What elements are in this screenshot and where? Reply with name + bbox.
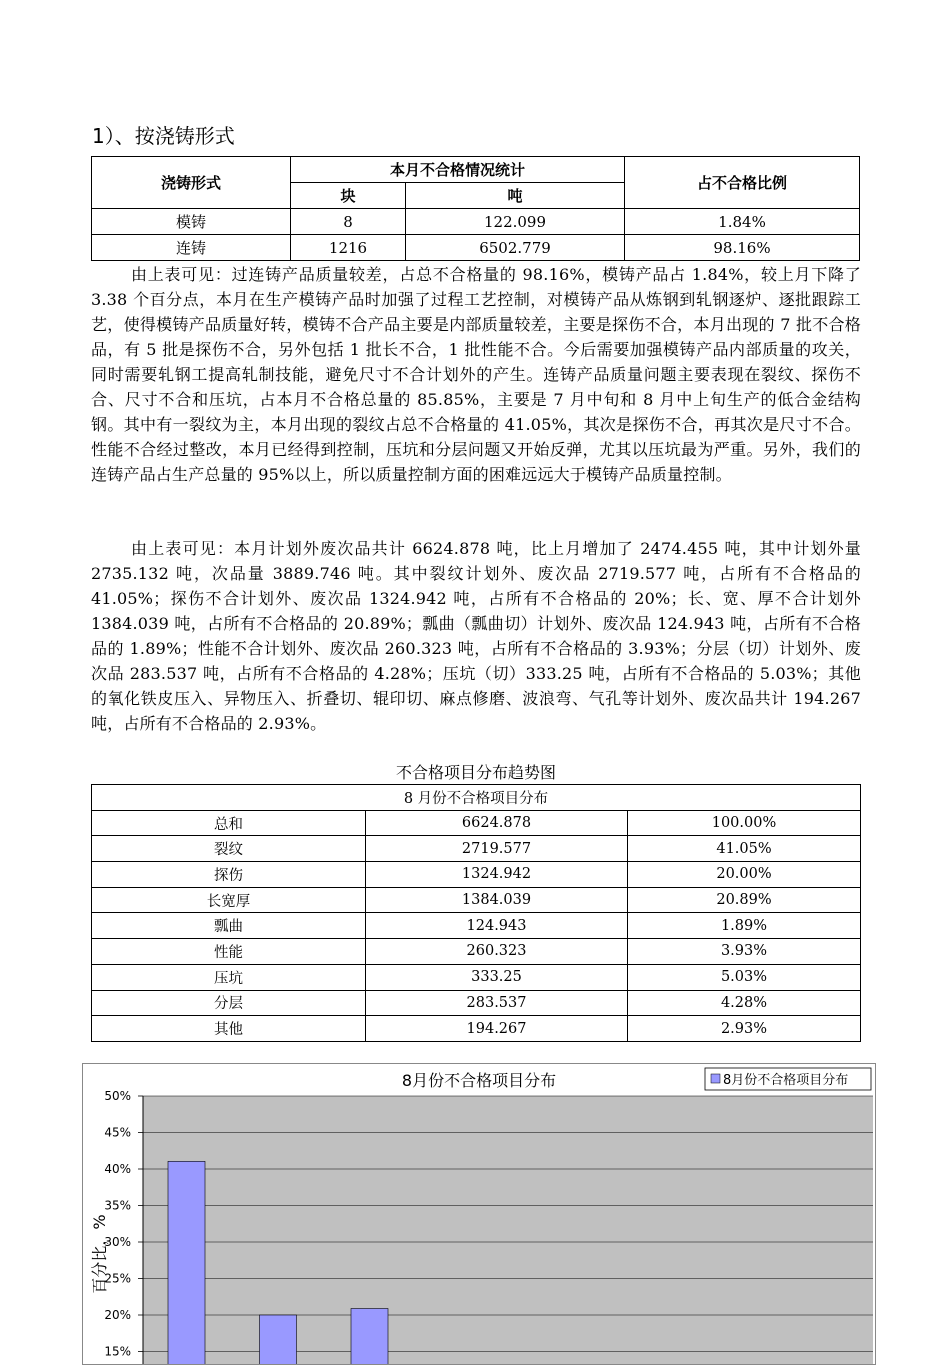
cell-tons: 283.537: [366, 990, 628, 1016]
cell-tons: 1324.942: [366, 862, 628, 888]
cell-item: 性能: [92, 939, 366, 965]
cell-blocks: 8: [291, 209, 406, 235]
y-tick-label: 45%: [104, 1125, 131, 1140]
casting-form-table: [91, 156, 860, 261]
cell-pct: 5.03%: [628, 964, 861, 990]
cell-pct: 41.05%: [628, 836, 861, 862]
cell-pct: 100.00%: [628, 810, 861, 836]
col-ratio: 占不合格比例: [625, 157, 860, 209]
cell-tons: 260.323: [366, 939, 628, 965]
cell-pct: 4.28%: [628, 990, 861, 1016]
col-tons: 吨: [406, 183, 625, 209]
chart-title: 8月份不合格项目分布: [401, 1071, 557, 1090]
bar-2: [260, 1315, 297, 1364]
cell-pct: 20.89%: [628, 887, 861, 913]
y-axis-label: 百分比，%: [90, 1214, 109, 1294]
table-row: [92, 862, 861, 888]
cell-blocks: 1216: [291, 235, 406, 261]
cell-pct: 20.00%: [628, 862, 861, 888]
cell-tons: 122.099: [406, 209, 625, 235]
y-tick-label: 35%: [104, 1198, 131, 1213]
defect-distribution-chart: [82, 1063, 876, 1365]
table-row: [92, 990, 861, 1016]
distribution-table-header: 8 月份不合格项目分布: [92, 785, 861, 811]
plot-area: [104, 1089, 873, 1364]
table-row: [92, 913, 861, 939]
cell-tons: 2719.577: [366, 836, 628, 862]
bar-3: [351, 1309, 388, 1364]
y-tick-label: 50%: [104, 1089, 131, 1103]
cell-tons: 6502.779: [406, 235, 625, 261]
table-row: [92, 810, 861, 836]
cell-tons: 333.25: [366, 964, 628, 990]
cell-item: 瓢曲: [92, 913, 366, 939]
cell-item: 压坑: [92, 964, 366, 990]
analysis-paragraph-2: 由上表可见：本月计划外废次品共计 6624.878 吨，比上月增加了 2474.455 吨，其中计划外量 2735.132 吨，次品量 3889.746 吨。其中裂纹计划外、废次品 2719.577 吨，占所有不合格品的 41.05%；探伤不合计划外、废次品 1324.942 吨，占所有不合格品的 20%；长、宽、厚不合计划外 1384.039 吨，占所有不合格品的 20.89%；瓢曲（瓢曲切）计划外、废次品 124.943 吨，占所有不合格品的 1.89%；性能不合计划外、废次品 260.323 吨，占所有不合格品的 3.93%；分层（切）计划外、废次品 283.537 吨，占所有不合格品的 4.28%；压坑（切）333.25 吨，占所有不合格品的 5.03%；其他的氧化铁皮压入、异物压入、折叠切、辊印切、麻点修磨、波浪弯、气孔等计划外、废次品共计 194.267 吨，占所有不合格品的 2.93%。: [91, 539, 861, 733]
section-heading: 1）、按浇铸形式: [92, 124, 235, 148]
cell-tons: 124.943: [366, 913, 628, 939]
y-tick-label: 40%: [104, 1162, 131, 1176]
y-tick-label: 15%: [104, 1344, 131, 1359]
col-casting-form: 浇铸形式: [92, 157, 291, 209]
y-tick-label: 25%: [104, 1271, 131, 1286]
table-row: [92, 887, 861, 913]
cell-tons: 1384.039: [366, 887, 628, 913]
cell-pct: 2.93%: [628, 1016, 861, 1042]
table-row: [92, 1016, 861, 1042]
y-tick-label: 30%: [104, 1235, 131, 1249]
plot-background: [143, 1096, 873, 1364]
cell-item: 总和: [92, 810, 366, 836]
cell-item: 探伤: [92, 862, 366, 888]
cell-item: 分层: [92, 990, 366, 1016]
chart-svg: [83, 1064, 875, 1364]
table-row: [92, 209, 860, 235]
distribution-table: [91, 784, 861, 1042]
legend-swatch: [711, 1074, 720, 1083]
cell-item: 裂纹: [92, 836, 366, 862]
cell-form: 连铸: [92, 235, 291, 261]
cell-pct: 1.89%: [628, 913, 861, 939]
bar-1: [168, 1161, 205, 1364]
cell-item: 长宽厚: [92, 887, 366, 913]
cell-tons: 6624.878: [366, 810, 628, 836]
legend-label: 8月份不合格项目分布: [723, 1073, 849, 1088]
col-monthly-stats: 本月不合格情况统计: [291, 157, 625, 183]
table-row: [92, 836, 861, 862]
analysis-paragraph-1: 由上表可见：过连铸产品质量较差，占总不合格量的 98.16%，模铸产品占 1.84%，较上月下降了 3.38 个百分点，本月在生产模铸产品时加强了过程工艺控制，对模铸产品从炼钢到轧钢逐炉、逐批跟踪工艺，使得模铸产品质量好转，模铸不合产品主要是内部质量较差，主要是探伤不合，本月出现的 7 批不合格品，有 5 批是探伤不合，另外包括 1 批长不合，1 批性能不合。今后需要加强模铸产品内部质量的攻关，同时需要轧钢工提高轧制技能，避免尺寸不合计划外的产生。连铸产品质量问题主要表现在裂纹、探伤不合、尺寸不合和压坑，占本月不合格总量的 85.85%，主要是 7 月中旬和 8 月中上旬生产的低合金结构钢。其中有一裂纹为主，本月出现的裂纹占总不合格量的 41.05%，其次是探伤不合，再其次是尺寸不合。性能不合经过整改，本月已经得到控制，压坑和分层问题又开始反弹，尤其以压坑最为严重。另外，我们的连铸产品占生产总量的 95%以上，所以质量控制方面的困难远远大于模铸产品质量控制。: [91, 265, 861, 484]
chart-legend: [705, 1068, 871, 1090]
y-tick-label: 20%: [104, 1308, 131, 1322]
cell-tons: 194.267: [366, 1016, 628, 1042]
distribution-table-caption: 不合格项目分布趋势图: [395, 763, 556, 782]
table-row: [92, 235, 860, 261]
cell-ratio: 1.84%: [625, 209, 860, 235]
cell-item: 其他: [92, 1016, 366, 1042]
cell-pct: 3.93%: [628, 939, 861, 965]
cell-ratio: 98.16%: [625, 235, 860, 261]
table-row: [92, 964, 861, 990]
col-blocks: 块: [291, 183, 406, 209]
table-row: [92, 939, 861, 965]
cell-form: 模铸: [92, 209, 291, 235]
